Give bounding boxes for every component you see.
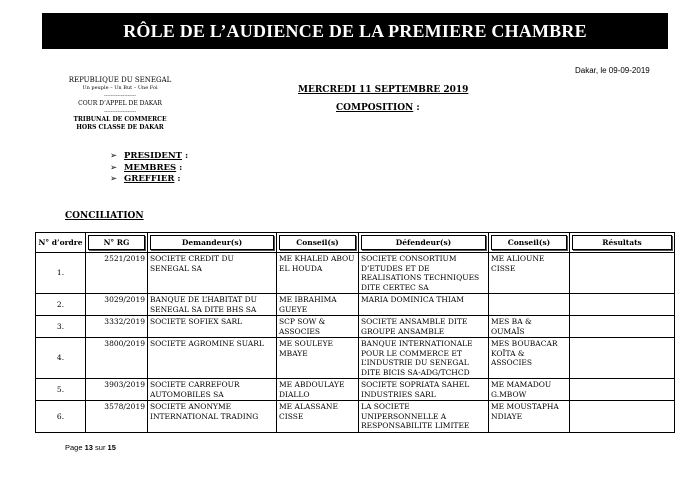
header-block xyxy=(60,76,180,132)
roles-list xyxy=(110,151,188,186)
arrow-icon: ➢ xyxy=(110,162,118,173)
tribunal-label-2: HORS CLASSE DE DAKAR xyxy=(76,124,164,131)
cell-rg: 2521/2019 xyxy=(86,253,148,294)
col-header-conseil: Conseil(s) xyxy=(277,233,359,253)
col-header-rg: N° RG xyxy=(86,233,148,253)
role-item xyxy=(110,174,188,186)
cell-conseil-defendeur: MES BA & OUMAÏS xyxy=(489,316,570,338)
col-header-conseil: Conseil(s) xyxy=(489,233,570,253)
page-total: 15 xyxy=(107,443,116,452)
cell-demandeur: SOCIETE AGROMINE SUARL xyxy=(148,338,277,379)
cell-resultat xyxy=(570,253,675,294)
col-header-defendeur: Défendeur(s) xyxy=(359,233,489,253)
cell-defendeur: SOCIETE CONSORTIUM D’ETUDES ET DE REALISATIONS TECHNIQUES DITE CERTEC SA xyxy=(359,253,489,294)
cell-ordre: 2. xyxy=(36,294,86,316)
col-header-resultats: Résultats xyxy=(570,233,675,253)
composition-label: COMPOSITION xyxy=(336,103,414,113)
cell-resultat xyxy=(570,401,675,433)
table-header-row xyxy=(36,233,675,253)
cell-conseil-demandeur: SCP SOW & ASSOCIES xyxy=(277,316,359,338)
cell-rg: 3332/2019 xyxy=(86,316,148,338)
date-line: Dakar, le 09-09-2019 xyxy=(575,66,650,75)
cell-conseil-demandeur: ME KHALED ABOU EL HOUDA xyxy=(277,253,359,294)
table-row xyxy=(36,338,675,379)
page-number: 13 xyxy=(84,443,93,452)
page-footer xyxy=(65,443,116,452)
arrow-icon: ➢ xyxy=(110,174,118,184)
role-item xyxy=(110,163,188,175)
composition-heading xyxy=(336,103,420,113)
cell-resultat xyxy=(570,338,675,379)
cell-conseil-demandeur: ME ABDOULAYE DIALLO xyxy=(277,379,359,401)
section-title: CONCILIATION xyxy=(65,211,144,221)
footer-prefix: Page xyxy=(65,443,85,452)
role-suffix: : xyxy=(182,151,189,161)
motto: Un peuple – Un But – Une Foi xyxy=(82,85,158,91)
cell-ordre: 5. xyxy=(36,379,86,401)
hearing-table xyxy=(35,232,675,433)
cell-demandeur: SOCIETE CARREFOUR AUTOMOBILES SA xyxy=(148,379,277,401)
table-row xyxy=(36,316,675,338)
cell-ordre: 3. xyxy=(36,316,86,338)
cell-conseil-defendeur: ME MOUSTAPHA NDIAYE xyxy=(489,401,570,433)
cell-conseil-defendeur: MES BOUBACAR KOÏTA & ASSOCIES xyxy=(489,338,570,379)
cell-resultat xyxy=(570,294,675,316)
cell-defendeur: LA SOCIETE UNIPERSONNELLE A RESPONSABILITE LIMITEE xyxy=(359,401,489,433)
cell-rg: 3578/2019 xyxy=(86,401,148,433)
separator: ------------------- xyxy=(103,109,137,115)
cell-ordre: 4. xyxy=(36,338,86,379)
cell-demandeur: SOCIETE ANONYME INTERNATIONAL TRADING xyxy=(148,401,277,433)
table-row xyxy=(36,253,675,294)
cell-demandeur: SOCIETE CREDIT DU SENEGAL SA xyxy=(148,253,277,294)
separator: ------------------- xyxy=(103,93,137,99)
table-row xyxy=(36,401,675,433)
role-suffix: : xyxy=(176,162,183,173)
tribunal-label: TRIBUNAL DE COMMERCE xyxy=(73,116,167,123)
cell-rg: 3800/2019 xyxy=(86,338,148,379)
cell-conseil-demandeur: ME SOULEYE MBAYE xyxy=(277,338,359,379)
role-suffix: : xyxy=(174,174,181,184)
cell-rg: 3903/2019 xyxy=(86,379,148,401)
cell-ordre: 1. xyxy=(36,253,86,294)
republic-label: REPUBLIQUE DU SENEGAL xyxy=(68,76,172,84)
cell-defendeur: MARIA DOMINICA THIAM xyxy=(359,294,489,316)
role-label: MEMBRES xyxy=(124,162,177,173)
cell-conseil-demandeur: ME IBRAHIMA GUEYE xyxy=(277,294,359,316)
cell-defendeur: SOCIETE SOPRIATA SAHEL INDUSTRIES SARL xyxy=(359,379,489,401)
cell-demandeur: SOCIETE SOFIEX SARL xyxy=(148,316,277,338)
col-header-ordre: N° d’ordre xyxy=(36,233,86,253)
table-row xyxy=(36,294,675,316)
cell-conseil-defendeur: ME ALIOUNE CISSE xyxy=(489,253,570,294)
role-label: PRESIDENT xyxy=(124,151,182,161)
page-title-banner: RÔLE DE L’AUDIENCE DE LA PREMIERE CHAMBRE xyxy=(42,13,668,49)
cell-rg: 3029/2019 xyxy=(86,294,148,316)
hearing-day: MERCREDI 11 SEPTEMBRE 2019 xyxy=(298,85,469,95)
col-header-demandeur: Demandeur(s) xyxy=(148,233,277,253)
footer-middle: sur xyxy=(92,443,108,452)
cell-demandeur: BANQUE DE L’HABITAT DU SENEGAL SA DITE BHS SA xyxy=(148,294,277,316)
cell-defendeur: SOCIETE ANSAMBLE DITE GROUPE ANSAMBLE xyxy=(359,316,489,338)
cell-ordre: 6. xyxy=(36,401,86,433)
table-row xyxy=(36,379,675,401)
cell-conseil-demandeur: ME ALASSANE CISSE xyxy=(277,401,359,433)
cell-resultat xyxy=(570,316,675,338)
cell-defendeur: BANQUE INTERNATIONALE POUR LE COMMERCE ET L’INDUSTRIE DU SENEGAL DITE BICIS SA-ADG/TCHCD xyxy=(359,338,489,379)
role-item xyxy=(110,151,188,163)
composition-colon: : xyxy=(413,103,420,113)
cell-conseil-defendeur: ME MAMADOU G.MBOW xyxy=(489,379,570,401)
court-label: COUR D’APPEL DE DAKAR xyxy=(78,100,162,107)
role-label: GREFFIER xyxy=(124,174,175,184)
cell-conseil-defendeur xyxy=(489,294,570,316)
cell-resultat xyxy=(570,379,675,401)
arrow-icon: ➢ xyxy=(110,151,118,161)
